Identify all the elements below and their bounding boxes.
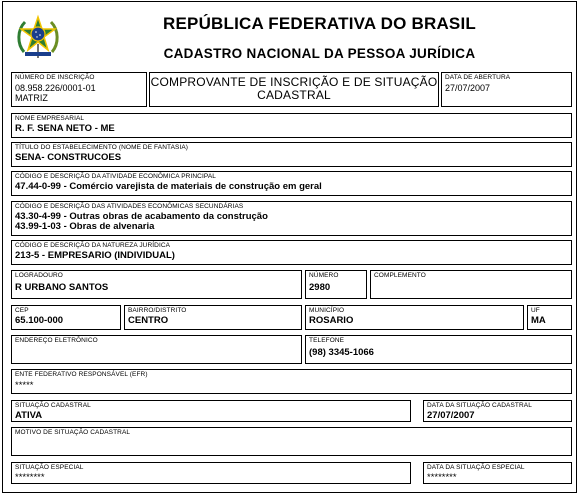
- municipio-label: MUNICÍPIO: [309, 307, 345, 314]
- titulo-box: [11, 142, 572, 167]
- cep-value: 65.100-000: [15, 315, 64, 326]
- bairro-value: CENTRO: [128, 315, 169, 326]
- logradouro-box: [11, 270, 302, 299]
- motivo-label: MOTIVO DE SITUAÇÃO CADASTRAL: [15, 429, 131, 436]
- atividade-secundaria-1: 43.30-4-99 - Outras obras de acabamento da construção: [15, 211, 268, 222]
- efr-value: *****: [15, 380, 34, 391]
- situacao-value: ATIVA: [15, 410, 43, 421]
- uf-label: UF: [531, 307, 540, 314]
- abertura-box: [441, 72, 572, 107]
- atividades-secundarias-box: [11, 201, 572, 236]
- data-situacao-especial-label: DATA DA SITUAÇÃO ESPECIAL: [427, 464, 525, 471]
- titulo-label: TÍTULO DO ESTABELECIMENTO (NOME DE FANTASIA): [15, 144, 189, 151]
- page-title: REPÚBLICA FEDERATIVA DO BRASIL: [163, 14, 476, 33]
- email-label: ENDEREÇO ELETRÔNICO: [15, 337, 98, 344]
- uf-value: MA: [531, 315, 546, 326]
- uf-box: [527, 305, 572, 330]
- atividade-principal-label: CÓDIGO E DESCRIÇÃO DA ATIVIDADE ECONÔMICA PRINCIPAL: [15, 173, 216, 180]
- data-situacao-label: DATA DA SITUAÇÃO CADASTRAL: [427, 402, 532, 409]
- logradouro-label: LOGRADOURO: [15, 272, 63, 279]
- data-situacao-especial-value: ********: [427, 472, 457, 483]
- natureza-juridica-value: 213-5 - EMPRESARIO (INDIVIDUAL): [15, 250, 175, 261]
- abertura-value: 27/07/2007: [445, 83, 491, 93]
- bairro-box: [124, 305, 302, 330]
- numero-box: [305, 270, 367, 299]
- efr-box: [11, 369, 572, 394]
- nome-empresarial-value: R. F. SENA NETO - ME: [15, 123, 115, 134]
- numero-label: NÚMERO: [309, 272, 339, 279]
- complemento-box: [370, 270, 572, 299]
- atividade-principal-box: [11, 171, 572, 196]
- natureza-juridica-box: [11, 240, 572, 265]
- titulo-value: SENA- CONSTRUCOES: [15, 152, 122, 163]
- complemento-label: COMPLEMENTO: [374, 272, 426, 279]
- document-frame: [2, 1, 577, 493]
- inscricao-number: 08.958.226/0001-01: [15, 83, 96, 93]
- numero-value: 2980: [309, 282, 331, 293]
- municipio-value: ROSARIO: [309, 315, 354, 326]
- municipio-box: [305, 305, 524, 330]
- abertura-label: DATA DE ABERTURA: [445, 74, 511, 81]
- data-situacao-box: [423, 400, 572, 422]
- situacao-label: SITUAÇÃO CADASTRAL: [15, 402, 91, 409]
- cep-box: [11, 305, 121, 330]
- page-subtitle: CADASTRO NACIONAL DA PESSOA JURÍDICA: [163, 46, 476, 61]
- data-situacao-especial-box: [423, 462, 572, 484]
- nome-empresarial-label: NOME EMPRESARIAL: [15, 115, 85, 122]
- situacao-especial-label: SITUAÇÃO ESPECIAL: [15, 464, 84, 471]
- data-situacao-value: 27/07/2007: [427, 410, 475, 421]
- atividade-principal-value: 47.44-0-99 - Comércio varejista de materiais de construção em geral: [15, 181, 322, 192]
- telefone-label: TELEFONE: [309, 337, 345, 344]
- situacao-box: [11, 400, 411, 422]
- comprovante-title-line2: CADASTRAL: [257, 88, 331, 102]
- inscricao-type: MATRIZ: [15, 93, 48, 103]
- brazil-coat-of-arms-icon: [15, 14, 61, 60]
- telefone-box: [305, 335, 572, 364]
- natureza-juridica-label: CÓDIGO E DESCRIÇÃO DA NATUREZA JURÍDICA: [15, 242, 171, 249]
- telefone-value: (98) 3345-1066: [309, 347, 374, 358]
- situacao-especial-box: [11, 462, 411, 484]
- situacao-especial-value: ********: [15, 472, 45, 483]
- atividade-secundaria-2: 43.99-1-03 - Obras de alvenaria: [15, 221, 155, 232]
- atividades-secundarias-label: CÓDIGO E DESCRIÇÃO DAS ATIVIDADES ECONÔMICAS SECUNDÁRIAS: [15, 203, 244, 210]
- inscricao-box: [11, 72, 147, 107]
- nome-empresarial-box: [11, 113, 572, 138]
- bairro-label: BAIRRO/DISTRITO: [128, 307, 187, 314]
- comprovante-title-line1: COMPROVANTE DE INSCRIÇÃO E DE SITUAÇÃO: [150, 75, 438, 89]
- logradouro-value: R URBANO SANTOS: [15, 282, 109, 293]
- inscricao-label: NÚMERO DE INSCRIÇÃO: [15, 74, 95, 81]
- efr-label: ENTE FEDERATIVO RESPONSÁVEL (EFR): [15, 371, 148, 378]
- cep-label: CEP: [15, 307, 29, 314]
- email-box: [11, 335, 302, 364]
- motivo-box: [11, 427, 572, 456]
- comprovante-box: [149, 72, 439, 107]
